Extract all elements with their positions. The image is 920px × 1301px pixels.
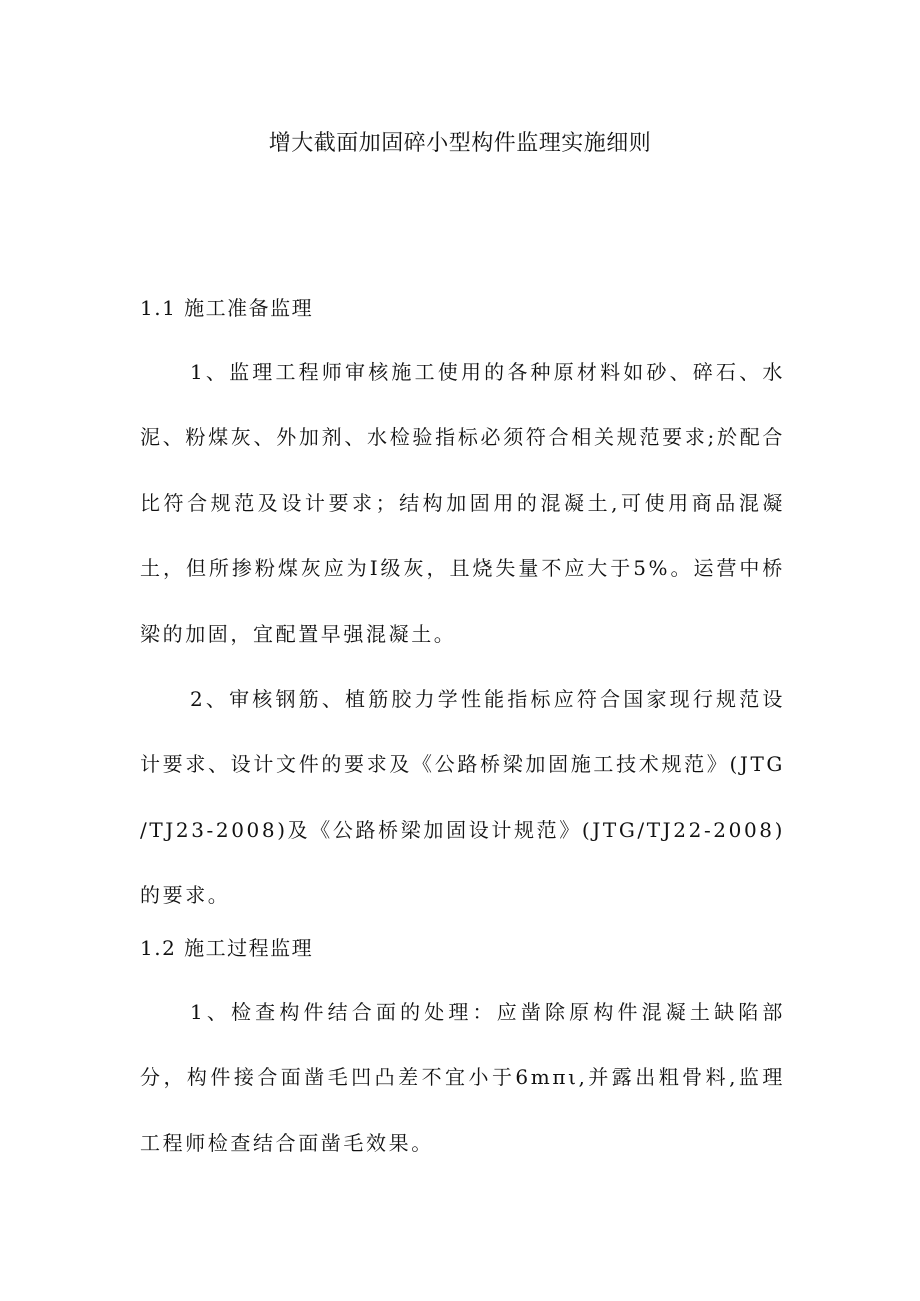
paragraph-rebar-review: 2、审核钢筋、植筋胶力学性能指标应符合国家现行规范设计要求、设计文件的要求及《公路桥梁加固施工技术规范》(JTG∕TJ23-2008)及《公路桥梁加固设计规范》(JTG/TJ22-2008)的要求。 [140,687,785,908]
paragraph-interface-inspection: 1、检查构件结合面的处理：应凿除原构件混凝土缺陷部分，构件接合面凿毛凹凸差不宜小于6mπι,并露出粗骨料,监理工程师检查结合面凿毛效果。 [140,1000,785,1155]
section-heading-construction-preparation: 1.1 施工准备监理 [140,296,314,320]
document-title: 增大截面加固碎小型构件监理实施细则 [268,131,652,156]
paragraph-material-review: 1、监理工程师审核施工使用的各种原材料如砂、碎石、水泥、粉煤灰、外加剂、水检验指标必须符合相关规范要求;於配合比符合规范及设计要求；结构加固用的混凝土,可使用商品混凝土，但所掺粉煤灰应为I级灰，且烧失量不应大于5%。运营中桥梁的加固，宜配置早强混凝土。 [140,360,785,646]
section-heading-construction-process: 1.2 施工过程监理 [140,936,314,960]
